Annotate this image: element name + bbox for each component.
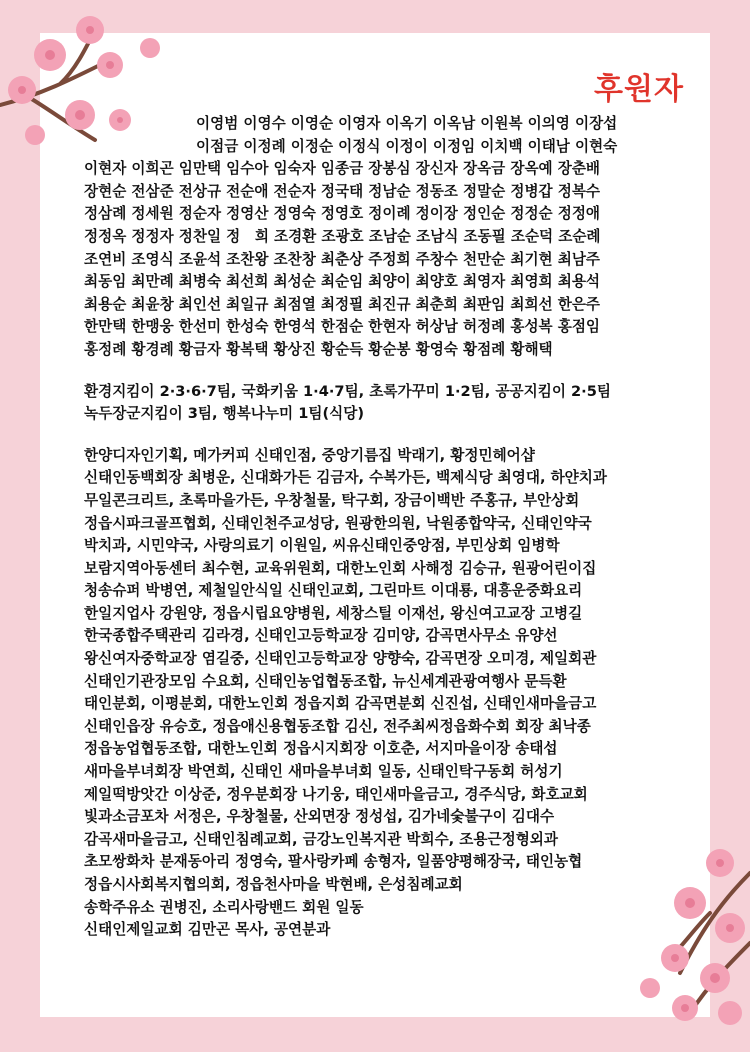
list-item: 조연비 조영식 조윤석 조찬왕 조찬창 최춘상 주정희 주창수 천만순 최기현 최남주 xyxy=(84,250,601,268)
list-item: 정읍시파크골프협회, 신태인천주교성당, 원광한의원, 낙원종합약국, 신태인약국 xyxy=(84,514,592,532)
page-title: 후원자 xyxy=(594,72,684,107)
list-item: 홍정례 황경례 황금자 황복택 황상진 황순득 황순봉 황영숙 황점례 황해택 xyxy=(84,340,553,358)
list-item: 새마을부녀회장 박연희, 신태인 새마을부녀회 일동, 신태인탁구동회 허성기 xyxy=(84,763,563,781)
list-item: 신태인제일교회 김만곤 목사, 공연분과 xyxy=(84,921,331,939)
list-item: 장현순 전삼준 전상규 전순애 전순자 정국태 정남순 정동조 정말순 정병갑 정복수 xyxy=(84,182,601,200)
list-item: 한양디자인기획, 메가커피 신태인점, 중앙기름집 박래기, 황정민헤어샵 xyxy=(84,446,535,464)
section-gap xyxy=(84,426,664,445)
list-item: 이영범 이영수 이영순 이영자 이옥기 이옥남 이원복 이의영 이장섭 xyxy=(196,115,618,132)
list-item: 청송슈퍼 박병연, 제철일안식일 신태인교회, 그린마트 이대룡, 대흥운중화요리 xyxy=(84,582,583,600)
list-item: 이점금 이정례 이정순 이정식 이정이 이정임 이치백 이태남 이현숙 xyxy=(196,137,618,155)
list-item: 태인분회, 이평분회, 대한노인회 정읍지회 감곡면분회 신진섭, 신태인새마을금고 xyxy=(84,695,597,713)
list-item: 초모쌍화차 분재동아리 정영숙, 팔사랑카페 송형자, 일품양평해장국, 태인농협 xyxy=(84,853,583,871)
list-item: 정삼례 정세원 정순자 정영산 정영숙 정영호 정이례 정이장 정인순 정정순 정정애 xyxy=(84,205,601,223)
list-item: 한일지업사 강원양, 정읍시립요양병원, 세창스틸 이재선, 왕신여고교장 고병길 xyxy=(84,604,583,622)
list-item: 무일콘크리트, 초록마을가든, 우창철물, 탁구회, 장금이백반 주홍규, 부안상회 xyxy=(84,491,580,509)
list-item: 환경지킴이 2·3·6·7팀, 국화키움 1·4·7팀, 초록가꾸미 1·2팀, 공공지킴이 2·5팀 xyxy=(84,382,611,400)
list-item: 빛과소금포차 서정은, 우창철물, 산외면장 정성섭, 김가네숯불구이 김대수 xyxy=(84,808,555,826)
list-item: 왕신여자중학교장 염길중, 신태인고등학교장 양향숙, 감곡면장 오미경, 제일회관 xyxy=(84,650,597,668)
list-item: 송학주유소 권병진, 소리사랑밴드 회원 일동 xyxy=(84,898,364,916)
list-item: 한국종합주택관리 김라경, 신태인고등학교장 김미양, 감곡면사무소 유양선 xyxy=(84,627,558,645)
donor-name-list xyxy=(84,113,664,362)
list-item: 신태인읍장 유승호, 정읍애신용협동조합 김신, 전주최씨정읍화수회 회장 최낙종 xyxy=(84,717,591,735)
list-item: 보람지역아동센터 최수현, 교육위원회, 대한노인회 사해정 김승규, 원광어린이집 xyxy=(84,559,597,577)
sponsor-content xyxy=(84,113,664,942)
list-item: 최용순 최윤창 최인선 최일규 최점열 최정필 최진규 최춘희 최판임 최희선 한은주 xyxy=(84,295,601,313)
list-item: 최동임 최만례 최병숙 최선희 최성순 최순임 최양이 최양호 최영자 최영희 최용석 xyxy=(84,273,601,291)
list-item: 제일떡방앗간 이상준, 정우분회장 나기웅, 태인새마을금고, 경주식당, 화호교회 xyxy=(84,785,588,803)
list-item: 정읍농업협동조합, 대한노인회 정읍시지회장 이호춘, 서지마을이장 송태섭 xyxy=(84,740,558,758)
list-item: 한만택 한맹웅 한선미 한성숙 한영석 한점순 한현자 허상남 허정례 홍성복 홍점임 xyxy=(84,318,601,336)
list-item: 정읍시사회복지협의회, 정읍천사마을 박현배, 은성침례교회 xyxy=(84,876,463,893)
list-item: 정정옥 정정자 정찬일 정 희 조경환 조광호 조남순 조남식 조동필 조순덕 조순례 xyxy=(84,227,601,245)
section-gap xyxy=(84,362,664,381)
sponsor-organization-list xyxy=(84,445,664,942)
volunteer-team-list xyxy=(84,381,664,426)
list-item: 감곡새마을금고, 신태인침례교회, 금강노인복지관 박희수, 조용근정형외과 xyxy=(84,830,558,848)
list-item: 이현자 이희곤 임만택 임수아 임숙자 임종금 장봉심 장신자 장옥금 장옥예 장춘배 xyxy=(84,160,601,178)
list-item: 박치과, 시민약국, 사랑의료기 이원일, 씨유신태인중앙점, 부민상회 임병학 xyxy=(84,537,560,555)
list-item: 신태인동백회장 최병운, 신대화가든 김금자, 수복가든, 백제식당 최영대, 하얀치과 xyxy=(84,469,607,487)
list-item: 녹두장군지킴이 3팀, 행복나누미 1팀(식당) xyxy=(84,405,364,423)
list-item: 신태인기관장모임 수요회, 신태인농업협동조합, 뉴신세계관광여행사 문득환 xyxy=(84,672,567,690)
